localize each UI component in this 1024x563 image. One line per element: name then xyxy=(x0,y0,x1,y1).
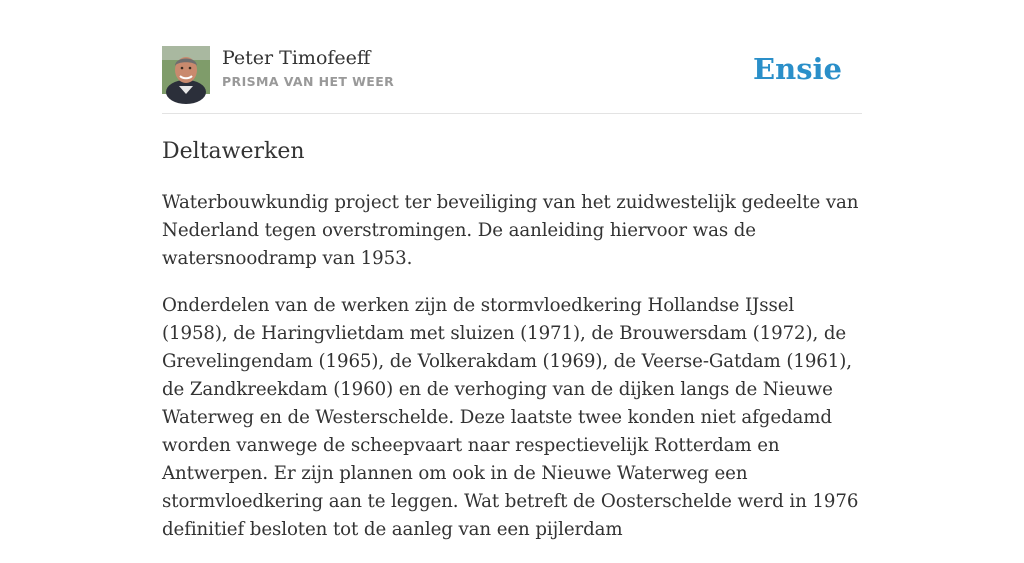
author-avatar[interactable] xyxy=(162,46,210,94)
article-paragraph: Onderdelen van de werken zijn de stormvloedkering Hollandse IJssel (1958), de Haringvlietdam met sluizen (1971), de Brouwersdam (1972), de Grevelingendam (1965), de Volkerakdam (1969), de Veerse-Gatdam (1961), de Zandkreekdam (1960) en de verhoging van de dijken langs de Nieuwe Waterweg en de Westerschelde. Deze laatste twee konden niet afgedamd worden vanwege de scheepvaart naar respectievelijk Rotterdam en Antwerpen. Er zijn plannen om ook in de Nieuwe Waterweg een stormvloedkering aan te leggen. Wat betreft de Oosterschelde werd in 1976 definitief besloten tot de aanleg van een pijlerdam xyxy=(162,295,859,540)
avatar-photo-icon xyxy=(162,46,210,94)
author-source[interactable]: PRISMA VAN HET WEER xyxy=(222,74,395,89)
article-header xyxy=(162,46,862,96)
article-paragraph: Waterbouwkundig project ter beveiliging van het zuidwestelijk gedeelte van Nederland tegen overstromingen. De aanleiding hiervoor was de watersnoodramp van 1953. xyxy=(162,192,859,269)
header-divider xyxy=(162,113,862,114)
author-name[interactable]: Peter Timofeeff xyxy=(222,47,371,69)
brand-logo[interactable]: Ensie xyxy=(753,52,842,86)
article-body xyxy=(162,189,862,563)
article-title: Deltawerken xyxy=(162,139,305,164)
